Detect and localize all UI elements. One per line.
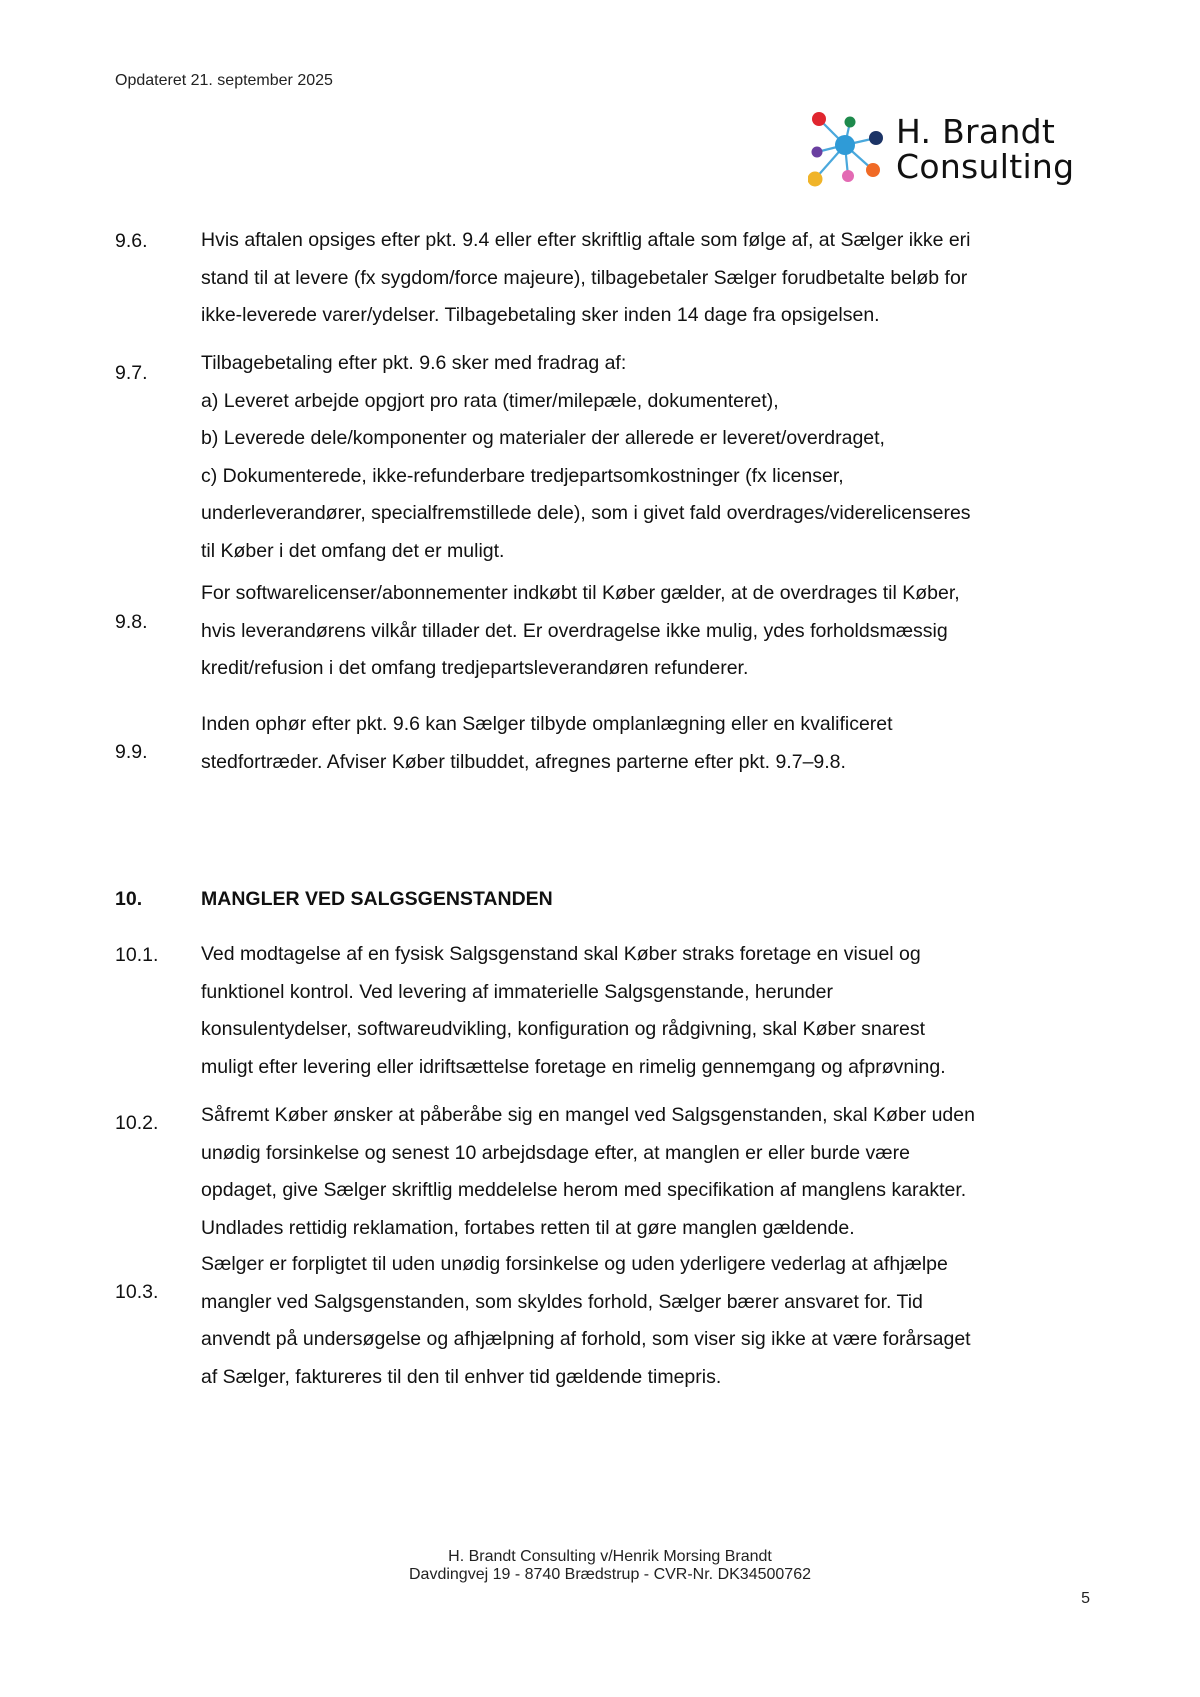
- clause-line: hvis leverandørens vilkår tillader det. Er overdragelse ikke mulig, ydes forholdsmæssig: [201, 619, 948, 642]
- clause-number: 9.9.: [115, 741, 148, 763]
- clause-line: mangler ved Salgsgenstanden, som skyldes forhold, Sælger bærer ansvaret for. Tid: [201, 1290, 923, 1313]
- clause-number: 9.8.: [115, 611, 148, 633]
- clause-line: konsulentydelser, softwareudvikling, konfiguration og rådgivning, skal Køber snarest: [201, 1018, 926, 1040]
- page-number: 5: [1081, 1590, 1090, 1607]
- clause-line: Inden ophør efter pkt. 9.6 kan Sælger tilbyde omplanlægning eller en kvalificeret: [201, 713, 893, 735]
- clause-number: 10.2.: [115, 1112, 159, 1134]
- footer-address: Davdingvej 19 - 8740 Brædstrup - CVR-Nr. DK34500762: [409, 1566, 811, 1583]
- logo-node-orange: [866, 163, 880, 177]
- clause-line: opdaget, give Sælger skriftlig meddelelse herom med specifikation af manglens karakter.: [201, 1179, 967, 1201]
- clause-line: underleverandører, specialfremstillede dele), som i givet fald overdrages/viderelicenseres: [201, 502, 971, 524]
- logo-line-2: Consulting: [896, 147, 1075, 186]
- clause-line: ikke-leverede varer/ydelser. Tilbagebetaling sker inden 14 dage fra opsigelsen.: [201, 304, 880, 326]
- section-title: MANGLER VED SALGSGENSTANDEN: [201, 888, 553, 910]
- clause-text: [201, 222, 1111, 335]
- logo-node-green: [845, 117, 856, 128]
- clause-text: [201, 1097, 1111, 1247]
- clause-line: For softwarelicenser/abonnementer indkøbt til Køber gælder, at de overdrages til Køber,: [201, 582, 960, 604]
- clause-text: [201, 1246, 1111, 1396]
- clause-line: Tilbagebetaling efter pkt. 9.6 sker med fradrag af:: [201, 352, 627, 374]
- clause-line: funktionel kontrol. Ved levering af immaterielle Salgsgenstande, herunder: [201, 980, 833, 1003]
- logo-node-hub: [835, 135, 855, 155]
- clause-line: muligt efter levering eller idriftsættelse foretage en rimelig gennemgang og afprøvning.: [201, 1055, 946, 1078]
- logo-node-yellow: [808, 172, 823, 187]
- clause-number: 9.7.: [115, 362, 148, 384]
- logo-node-pink: [842, 170, 854, 182]
- logo-node-purple: [812, 147, 823, 158]
- clause-line: til Køber i det omfang det er muligt.: [201, 539, 505, 562]
- clause-line: Ved modtagelse af en fysisk Salgsgenstand skal Køber straks foretage en visuel og: [201, 943, 921, 965]
- clause-line: Hvis aftalen opsiges efter pkt. 9.4 eller efter skriftlig aftale som følge af, at Sælger ikke eri: [201, 229, 971, 251]
- clause-line: unødig forsinkelse og senest 10 arbejdsdage efter, at manglen er eller burde være: [201, 1141, 910, 1164]
- clause-line: anvendt på undersøgelse og afhjælpning af forhold, som viser sig ikke at være forårsaget: [201, 1328, 971, 1350]
- clause-line: kredit/refusion i det omfang tredjepartsleverandøren refunderer.: [201, 657, 749, 679]
- clause-number: 10.1.: [115, 944, 159, 966]
- clause-number: 10.3.: [115, 1281, 159, 1303]
- clause-line: Såfremt Køber ønsker at påberåbe sig en mangel ved Salgsgenstanden, skal Køber uden: [201, 1104, 975, 1126]
- clause-text: [201, 345, 1111, 570]
- clause-line: c) Dokumenterede, ikke-refunderbare tredjepartsomkostninger (fx licenser,: [201, 464, 844, 487]
- clause-text: [201, 575, 1111, 688]
- clause-line: af Sælger, faktureres til den til enhver tid gældende timepris.: [201, 1365, 722, 1388]
- clause-text: [201, 936, 1111, 1086]
- updated-date: Opdateret 21. september 2025: [115, 72, 333, 89]
- clause-number: 9.6.: [115, 230, 148, 252]
- clause-line: stand til at levere (fx sygdom/force majeure), tilbagebetaler Sælger forudbetalte beløb for: [201, 266, 968, 289]
- clause-line: stedfortræder. Afviser Køber tilbuddet, afregnes parterne efter pkt. 9.7–9.8.: [201, 750, 846, 773]
- clause-line: a) Leveret arbejde opgjort pro rata (timer/milepæle, dokumenteret),: [201, 389, 779, 412]
- logo-node-red: [812, 112, 826, 126]
- footer-company: H. Brandt Consulting v/Henrik Morsing Brandt: [448, 1548, 772, 1565]
- section-number: 10.: [115, 888, 143, 910]
- clause-line: b) Leverede dele/komponenter og materialer der allerede er leveret/overdraget,: [201, 427, 885, 449]
- clause-line: Undlades rettidig reklamation, fortabes retten til at gøre manglen gældende.: [201, 1216, 855, 1239]
- logo-line-1: H. Brandt: [896, 112, 1056, 151]
- clause-text: [201, 706, 1111, 781]
- network-icon: [808, 108, 898, 196]
- logo-wordmark: [896, 114, 1074, 184]
- page-footer: [0, 1548, 1200, 1584]
- company-logo: [808, 108, 1108, 196]
- clause-line: Sælger er forpligtet til uden unødig forsinkelse og uden yderligere vederlag at afhjælpe: [201, 1253, 948, 1275]
- logo-node-navy: [869, 131, 883, 145]
